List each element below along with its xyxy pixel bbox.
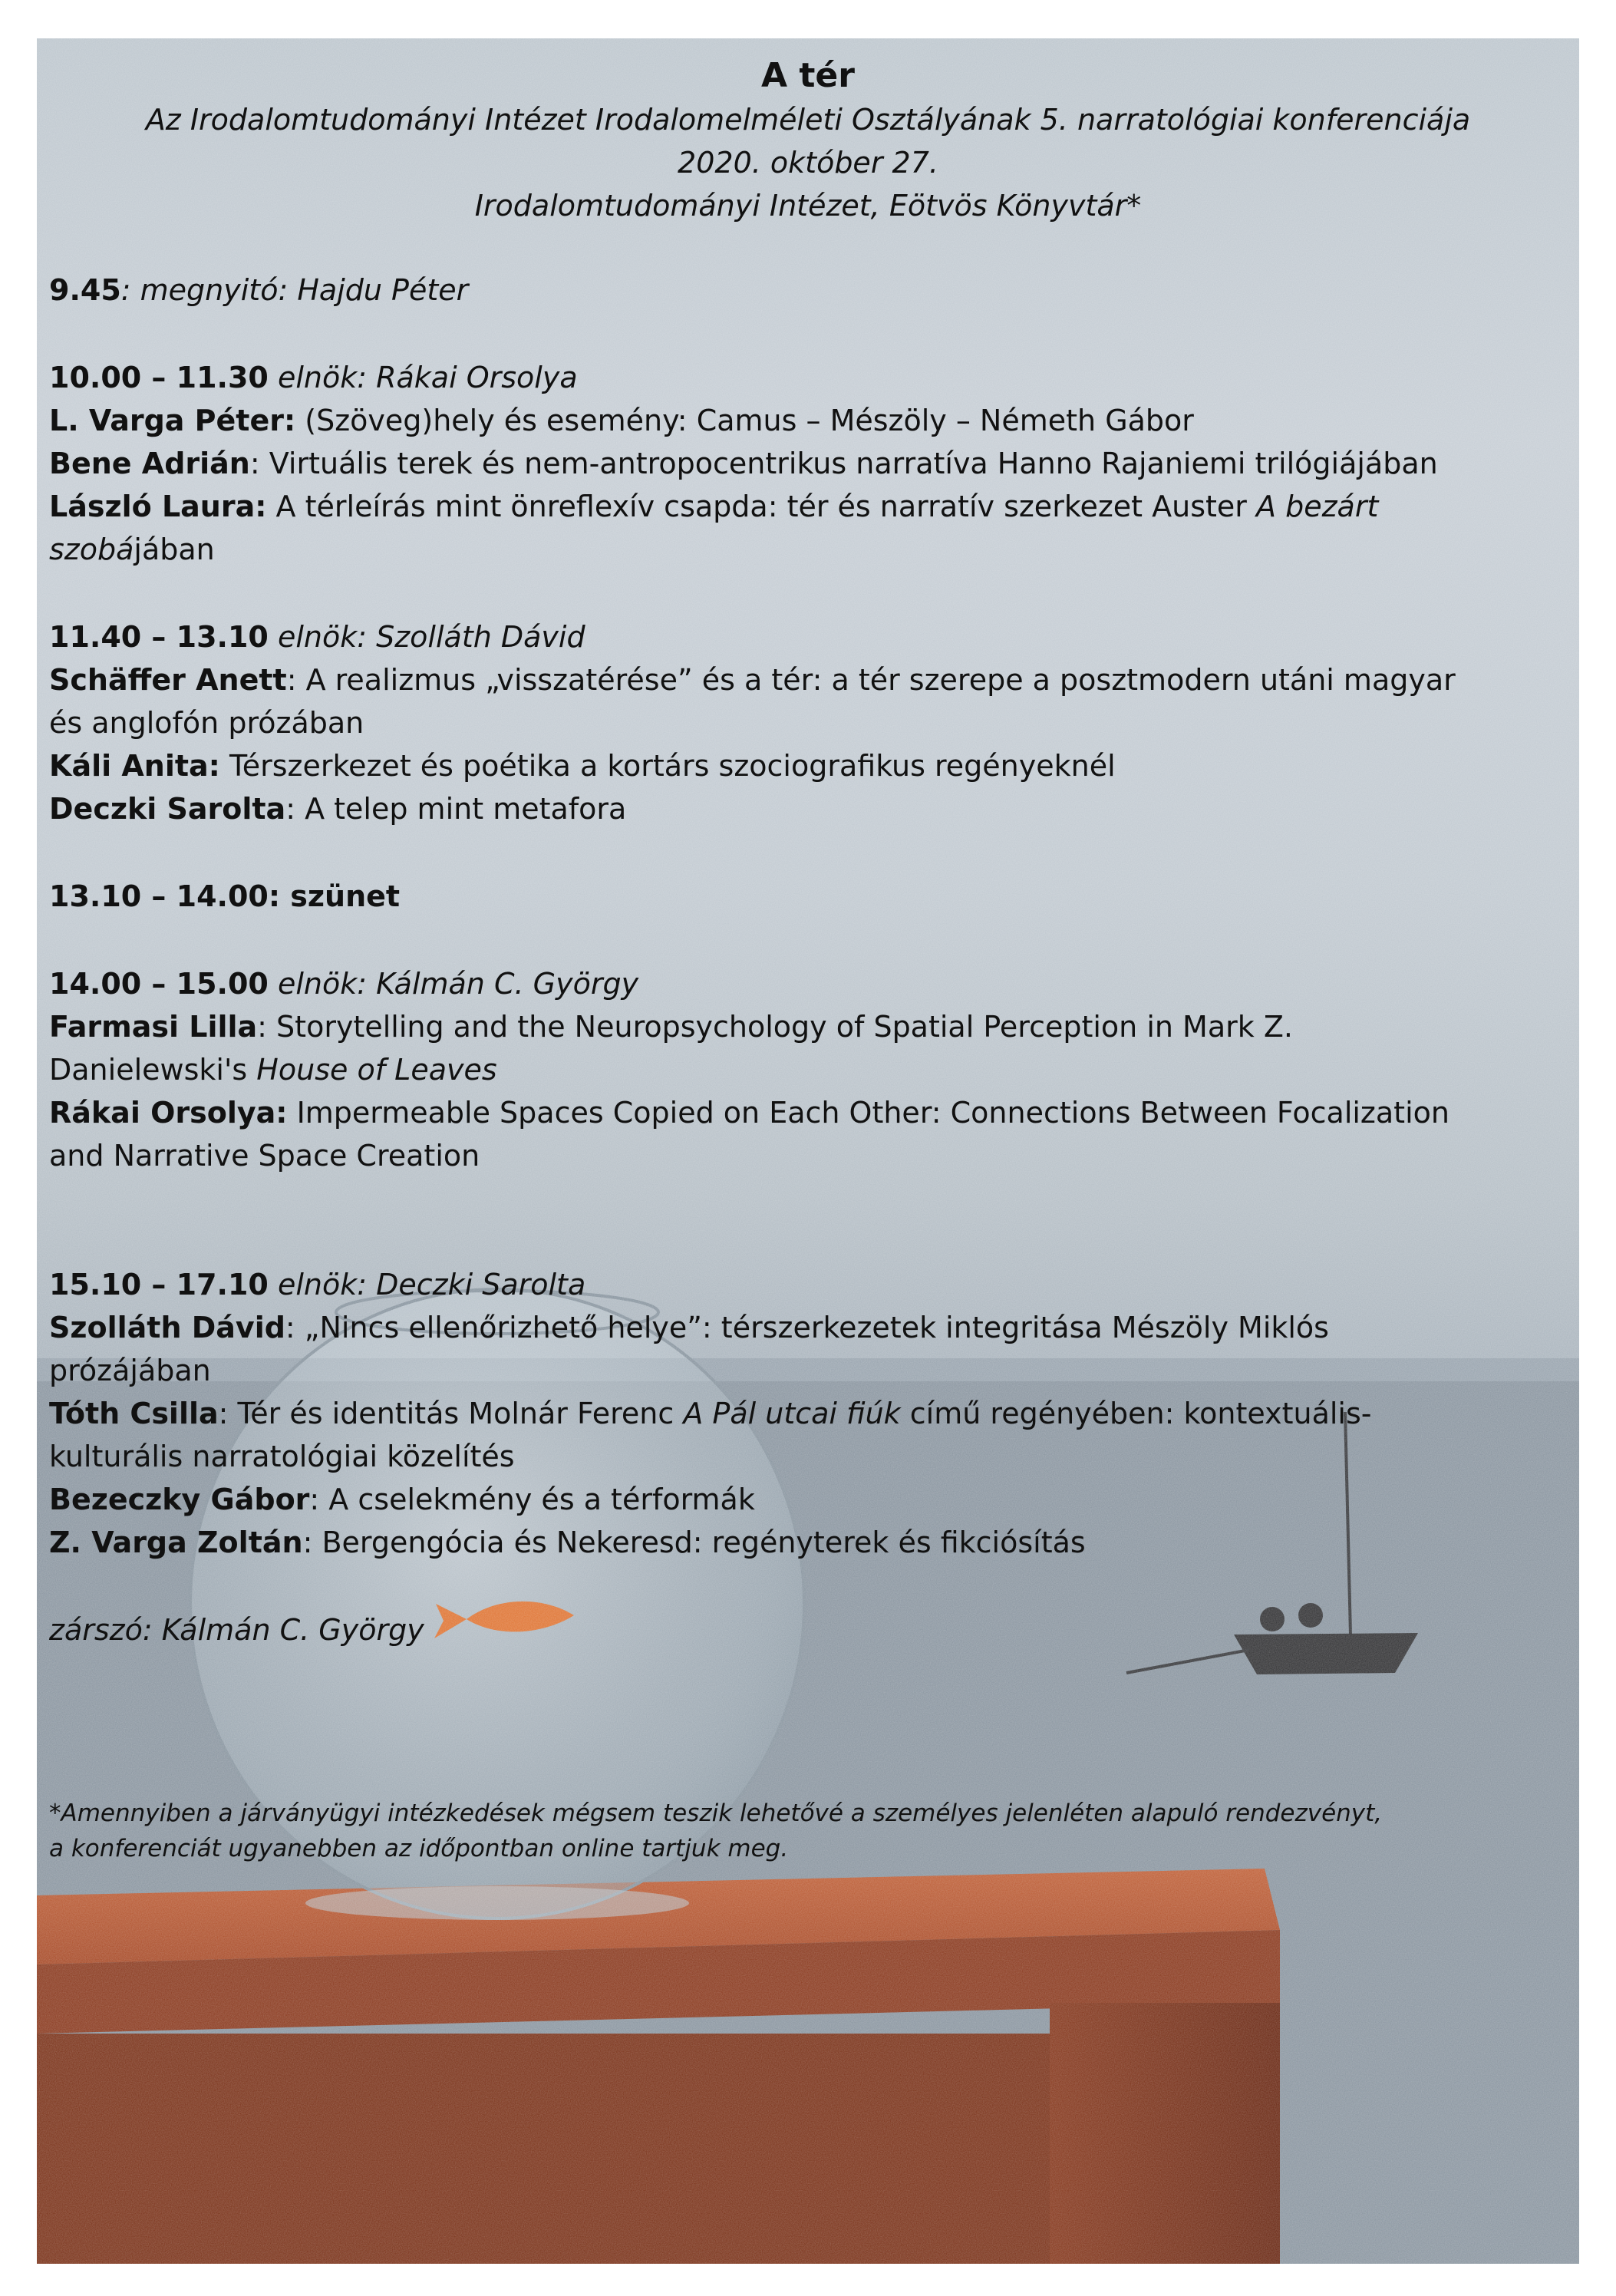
- talk-line-continued: and Narrative Space Creation: [49, 1139, 480, 1173]
- speaker-name: Rákai Orsolya:: [49, 1096, 288, 1130]
- talk-line-continued: kulturális narratológiai közelítés: [49, 1440, 515, 1473]
- poster: [37, 38, 1579, 2264]
- talk-title: : Virtuális terek és nem-antropocentrikus narratíva Hanno Rajaniemi trilógiájában: [249, 447, 1438, 480]
- talk-title: : A telep mint metafora: [285, 792, 627, 826]
- speaker-name: Deczki Sarolta: [49, 792, 286, 826]
- talk-title: : A realizmus „visszatérése” és a tér: a tér szerepe a posztmodern utáni magyar: [286, 663, 1456, 697]
- talk-title-after: című regényében: kontextuális-: [900, 1397, 1372, 1430]
- talk-title: A térleírás mint önreflexív csapda: tér és narratív szerkezet Auster: [266, 490, 1257, 523]
- conference-subtitle: Az Irodalomtudományi Intézet Irodalomelméleti Osztályának 5. narratológiai konferenciája: [145, 103, 1471, 137]
- speaker-name: Bene Adrián: [49, 447, 250, 480]
- talk-line-continued: [49, 1048, 497, 1092]
- opening-time: 9.45: [49, 273, 121, 307]
- speaker-name: Z. Varga Zoltán: [49, 1526, 303, 1559]
- speaker-name: László Laura:: [49, 490, 267, 523]
- talk-line: [49, 1521, 1086, 1565]
- session-time: 14.00 – 15.00: [49, 967, 269, 1001]
- session-time: 10.00 – 11.30: [49, 361, 269, 394]
- break-time: 13.10 – 14.00: [49, 879, 269, 913]
- talk-line: [49, 1478, 755, 1522]
- talk-line: [49, 658, 1456, 702]
- talk-line: [49, 787, 626, 831]
- talk-title: Impermeable Spaces Copied on Each Other: Connections Between Focalization: [287, 1096, 1449, 1130]
- page-title: A tér: [761, 56, 855, 95]
- speaker-name: Bezeczky Gábor: [49, 1483, 310, 1516]
- session-1-header: [49, 356, 578, 400]
- session-chair: elnök: Rákai Orsolya: [268, 361, 578, 394]
- session-4-header: [49, 1263, 585, 1307]
- talk-line: [49, 1091, 1449, 1135]
- session-2-header: [49, 615, 585, 659]
- conference-venue: Irodalomtudományi Intézet, Eötvös Könyvtár*: [474, 189, 1142, 223]
- talk-title: (Szöveg)hely és esemény: Camus – Mészöly – Németh Gábor: [295, 404, 1194, 437]
- talk-title: : Storytelling and the Neuropsychology of Spatial Perception in Mark Z.: [257, 1010, 1293, 1044]
- talk-title-italic: House of Leaves: [256, 1053, 497, 1087]
- talk-title-italic: A bezárt: [1256, 490, 1379, 523]
- closing-line: [49, 1608, 424, 1652]
- talk-line: [49, 1392, 1371, 1436]
- talk-line-continued: és anglofón prózában: [49, 706, 364, 740]
- talk-title: : „Nincs ellenőrizhető helye”: térszerkezetek integritása Mészöly Miklós: [285, 1311, 1329, 1344]
- session-time: 15.10 – 17.10: [49, 1268, 269, 1301]
- program-text: [37, 38, 1579, 2264]
- talk-line: [49, 399, 1194, 443]
- talk-title: : A cselekmény és a térformák: [309, 1483, 755, 1516]
- talk-line: [49, 1005, 1293, 1049]
- opening-line: [49, 269, 468, 312]
- talk-title: Térszerkezet és poétika a kortárs szociografikus regényeknél: [219, 749, 1116, 783]
- break-line: [49, 875, 400, 919]
- speaker-name: Farmasi Lilla: [49, 1010, 258, 1044]
- talk-line: [49, 744, 1116, 788]
- talk-line: [49, 1306, 1329, 1350]
- talk-title: : Bergengócia és Nekeresd: regényterek és fikciósítás: [302, 1526, 1086, 1559]
- talk-title-italic: A Pál utcai fiúk: [683, 1397, 901, 1430]
- session-chair: elnök: Deczki Sarolta: [268, 1268, 586, 1301]
- talk-title-italic: szobá: [49, 533, 134, 566]
- break-label: : szünet: [268, 879, 401, 913]
- speaker-name: Káli Anita:: [49, 749, 220, 783]
- talk-title-continued: jában: [134, 533, 215, 566]
- speaker-name: L. Varga Péter:: [49, 404, 296, 437]
- session-time: 11.40 – 13.10: [49, 620, 269, 654]
- talk-line: [49, 442, 1438, 486]
- talk-line-continued: [49, 528, 215, 572]
- session-chair: elnök: Szolláth Dávid: [268, 620, 585, 654]
- talk-title: : Tér és identitás Molnár Ferenc: [218, 1397, 684, 1430]
- session-chair: elnök: Kálmán C. György: [268, 967, 639, 1001]
- closing-remarks: zárszó: Kálmán C. György: [49, 1613, 424, 1647]
- speaker-name: Szolláth Dávid: [49, 1311, 285, 1344]
- talk-line-continued: prózájában: [49, 1354, 211, 1387]
- footnote-line-2: a konferenciát ugyanebben az időpontban online tartjuk meg.: [49, 1835, 789, 1862]
- speaker-name: Tóth Csilla: [49, 1397, 219, 1430]
- footnote-line-1: *Amennyiben a járványügyi intézkedések mégsem teszik lehetővé a személyes jelenléten alapuló rendezvényt,: [49, 1800, 1383, 1827]
- opening-label: : megnyitó: Hajdu Péter: [120, 273, 469, 307]
- conference-date: 2020. október 27.: [678, 146, 938, 180]
- speaker-name: Schäffer Anett: [49, 663, 287, 697]
- talk-line: [49, 485, 1378, 529]
- session-3-header: [49, 962, 638, 1006]
- talk-title-continued: Danielewski's: [49, 1053, 257, 1087]
